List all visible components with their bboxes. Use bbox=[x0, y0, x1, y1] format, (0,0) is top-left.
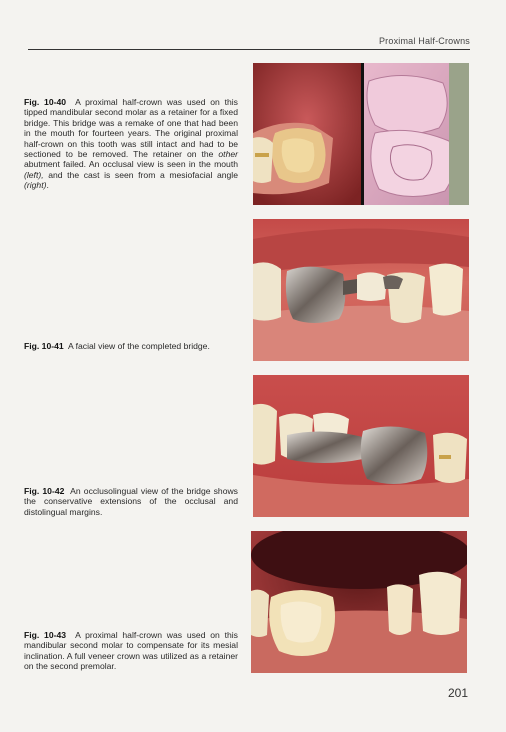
caption-text: and the cast is seen from a mesiofacial angle bbox=[43, 169, 238, 180]
caption-text: abutment failed. An occlusal view is seen in the mouth bbox=[24, 159, 238, 170]
photo-fig-10-40 bbox=[253, 63, 469, 205]
caption-emphasis: other bbox=[218, 149, 238, 160]
caption-text: A proximal half-crown was used on this mandibular second molar to compensate for its mesial inclination. A full veneer crown was utilized as a retainer on the second premolar. bbox=[24, 630, 238, 672]
figure-caption-10-42 bbox=[24, 486, 238, 517]
caption-emphasis: (right) bbox=[24, 180, 47, 191]
figure-label: Fig. 10-40 bbox=[24, 97, 67, 107]
header-rule bbox=[28, 49, 470, 50]
figure-label: Fig. 10-43 bbox=[24, 630, 67, 640]
figure-caption-10-40 bbox=[24, 97, 238, 191]
photo-fig-10-43 bbox=[251, 531, 467, 673]
figure-caption-10-41 bbox=[24, 341, 238, 351]
caption-text: . bbox=[46, 180, 49, 191]
figure-label: Fig. 10-41 bbox=[24, 341, 64, 351]
page-number: 201 bbox=[447, 686, 468, 700]
figure-caption-10-43 bbox=[24, 630, 238, 672]
caption-text: An occlusolingual view of the bridge shows the conservative extensions of the occlusal and distolingual margins. bbox=[24, 486, 238, 517]
figure-label: Fig. 10-42 bbox=[24, 486, 65, 496]
caption-text: A facial view of the completed bridge. bbox=[67, 341, 210, 351]
photo-fig-10-41 bbox=[253, 219, 469, 361]
caption-emphasis: (left), bbox=[24, 169, 44, 180]
photo-fig-10-42 bbox=[253, 375, 469, 517]
running-head: Proximal Half-Crowns bbox=[378, 36, 470, 46]
caption-text: A proximal half-crown was used on this tipped mandibular second molar as a retainer for a fixed bridge. This bridge was a remake of one that had been in the mouth for fourteen years. The original proximal half-crown on this tooth was still intact and had to be sectioned to be removed. The retainer on the bbox=[24, 97, 238, 160]
